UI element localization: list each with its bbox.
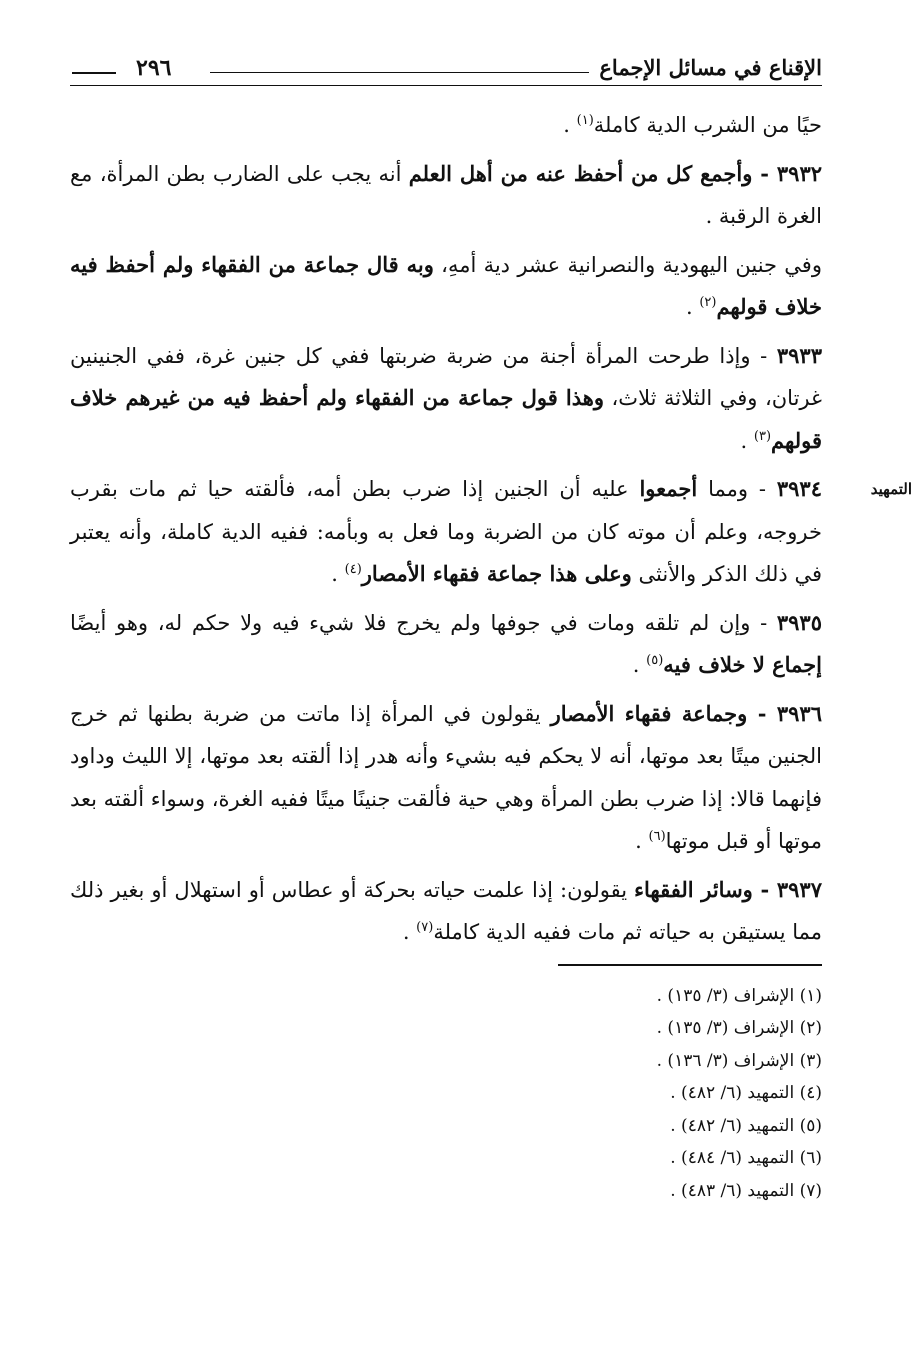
footnote-line: (٢) الإشراف (٣/ ١٣٥) . (656, 1018, 822, 1038)
text-segment: وفي جنين اليهودية والنصرانية عشر دية أمهِ، (433, 252, 822, 277)
text-segment: . (632, 653, 647, 677)
paragraph (70, 869, 822, 954)
bold-text-segment: وبه قال جماعة من الفقهاء ولم أحفظ فيه خلاف قولهم (70, 251, 822, 319)
page-number-dash (72, 72, 116, 74)
bold-text-segment: ٣٩٣٥ (776, 609, 822, 635)
footnote-line: (٤) التمهيد (٦/ ٤٨٢) . (670, 1083, 822, 1103)
paragraph (70, 693, 822, 863)
text-segment: . (685, 295, 700, 319)
text-segment: عليه أن الجنين إذا ضرب بطن أمه، فألقته حيا ثم مات بقرب خروجه، وعلم أن موته كان من الضربة وما فعل به وبأمه: ففيه الدية كاملة، وأنه يعتبر في ذلك الذكر والأنثى (70, 477, 822, 586)
paragraph (70, 244, 822, 329)
main-text (69, 104, 912, 954)
bold-text-segment: إجماع لا خلاف فيه (663, 652, 822, 677)
footnote-line: (٥) التمهيد (٦/ ٤٨٢) . (670, 1115, 822, 1136)
paragraph (70, 602, 822, 687)
footnote-line: (٣) الإشراف (٣/ ١٣٦) . (656, 1050, 822, 1071)
paragraph (70, 468, 912, 596)
text-segment: . (331, 562, 345, 586)
footnote-reference: (٣) (753, 428, 772, 444)
text-segment: - وإذا طرحت المرأة أجنة من ضربة ضربتها ففي كل جنين غرة، ففي الجنينين غرتان، وفي الثلاثة ثلاث، (70, 343, 822, 410)
bold-text-segment: وهذا قول جماعة من الفقهاء ولم أحفظ فيه من غيرهم خلاف قولهم (70, 385, 822, 453)
paragraph (70, 335, 822, 463)
margin-source-note: التمهيد (870, 480, 912, 498)
text-segment: . (563, 113, 577, 137)
running-header (70, 48, 822, 90)
text-segment: حيًا من الشرب الدية كاملة (593, 113, 822, 137)
footnote-reference: (١) (576, 113, 594, 128)
footnote-separator (558, 964, 822, 966)
text-segment: . (635, 829, 649, 853)
text-segment: - وإن لم تلقه ومات في جوفها ولم يخرج فلا شيء فيه ولا حكم له، وهو أيضًا (70, 610, 777, 635)
footnote-reference: (٢) (699, 295, 717, 310)
header-underline (70, 85, 822, 86)
footnotes (70, 980, 822, 1208)
footnote-reference: (٥) (646, 653, 664, 668)
bold-text-segment: ٣٩٣٤ (776, 476, 822, 501)
bold-text-segment: ٣٩٣٢ - وأجمع كل من أحفظ عنه من أهل العلم (408, 160, 823, 186)
text-segment: - ومما (697, 477, 777, 501)
footnote-reference: (٦) (648, 829, 666, 844)
footnote-line: (٦) التمهيد (٦/ ٤٨٤) . (670, 1148, 822, 1168)
bold-text-segment: وعلى هذا جماعة فقهاء الأمصار (361, 561, 632, 586)
bold-text-segment: أجمعوا (639, 476, 698, 501)
text-segment: يقولون في المرأة إذا ماتت من ضربة بطنها ثم خرج الجنين ميتًا بعد موتها، أنه لا يحكم فيه بشيء وأنه هدر إذا ألقته بعد موتها، إلا الليث وداود فإنهما قالا: إذا ضرب بطن المرأة وهي حية فألقت جنينًا ميتًا ففيه الغرة، وسواء ألقته بعد موتها أو قبل موتها (69, 701, 822, 853)
bold-text-segment: ٣٩٣٦ - وجماعة فقهاء الأمصار (550, 700, 822, 726)
text-segment: . (402, 920, 417, 944)
paragraph (70, 153, 822, 238)
text-segment: أنه يجب على الضارب بطن المرأة، مع الغرة الرقبة . (70, 161, 822, 228)
footnote-reference: (٧) (416, 920, 434, 935)
text-segment: . (740, 428, 754, 453)
footnote-reference: (٤) (344, 562, 362, 577)
header-rule (210, 72, 589, 73)
paragraph (70, 104, 822, 147)
book-title: الإقناع في مسائل الإجماع (599, 55, 822, 80)
book-page (69, 48, 912, 1338)
footnote-line: (١) الإشراف (٣/ ١٣٥) . (656, 985, 822, 1006)
text-segment: يقولون: إذا علمت حياته بحركة أو عطاس أو استهلال أو بغير ذلك مما يستيقن به حياته ثم مات ففيه الدية كاملة (70, 877, 822, 944)
bold-text-segment: ٣٩٣٣ (776, 342, 822, 368)
bold-text-segment: ٣٩٣٧ - وسائر الفقهاء (634, 876, 822, 902)
page-number: ٢٩٦ (136, 55, 172, 81)
footnote-line: (٧) التمهيد (٦/ ٤٨٣) . (670, 1180, 822, 1201)
